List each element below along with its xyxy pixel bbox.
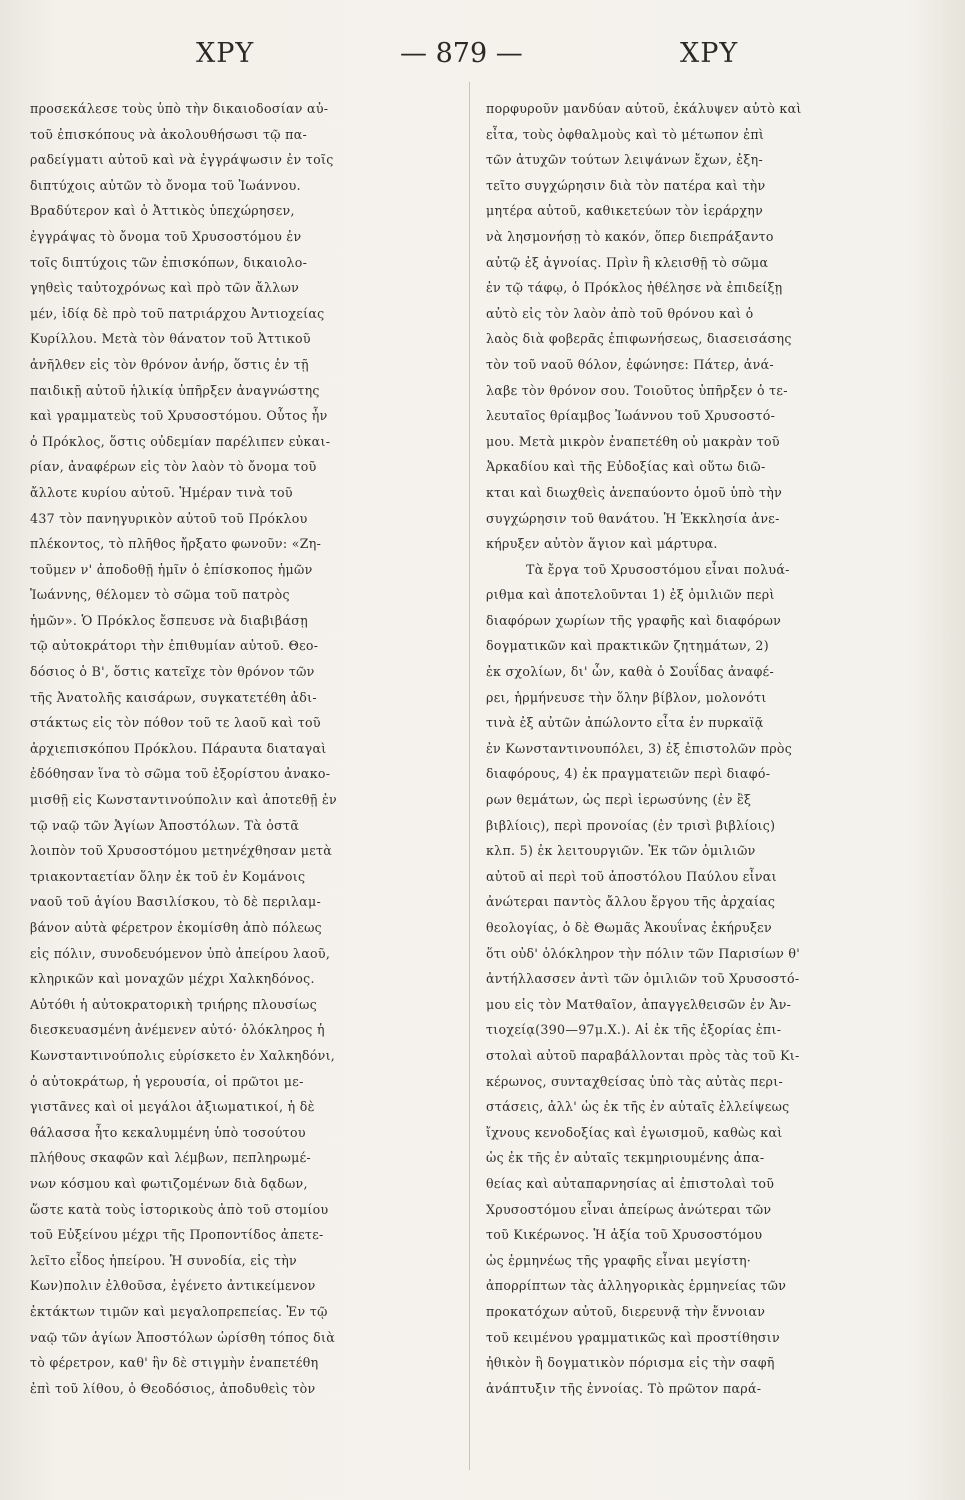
text-line: στολαὶ αὐτοῦ παραβάλλονται πρὸς τὰς τοῦ Κι- [486,1047,800,1063]
text-line: τριακονταετίαν ὅλην ἐκ τοῦ ἐν Κομάνοις [30,868,306,884]
text-line: πλήθους σκαφῶν καὶ λέμβων, πεπληρωμέ- [30,1150,311,1166]
page-header [0,38,965,78]
text-line: ρων θεμάτων, ὡς περὶ ἱερωσύνης (ἐν ἒξ [486,792,752,808]
text-line: Τὰ ἔργα τοῦ Χρυσοστόμου εἶναι πολυά- [526,561,790,577]
text-line: ἴχνους κενοδοξίας καὶ ἐγωισμοῦ, καθὼς καὶ [486,1124,783,1140]
text-line: λευταῖος θρίαμβος Ἰωάννου τοῦ Χρυσοστό- [486,408,776,424]
text-line: παιδικῇ αὐτοῦ ἡλικίᾳ ὑπῆρξεν ἀναγνώστης [30,382,320,398]
text-line: ὡς ἑρμηνέως τῆς γραφῆς εἶναι μεγίστη· [486,1252,752,1268]
text-line: αὐτῷ ἐξ ἀγνοίας. Πρὶν ἢ κλεισθῇ τὸ σῶμα [486,254,769,270]
text-line: ἀπορρίπτων τὰς ἀλληγορικὰς ἑρμηνείας τῶν [486,1278,787,1294]
text-line: στάκτως εἰς τὸν πόθον τοῦ τε λαοῦ καὶ τοῦ [30,715,321,731]
text-line: ἀνώτεραι παντὸς ἄλλου ἔργου τῆς ἀρχαίας [486,894,776,910]
text-line: τοῦ Εὐξείνου μέχρι τῆς Προποντίδος ἀπετε- [30,1227,324,1243]
text-line: τῷ αὐτοκράτορι τὴν ἐπιθυμίαν αὐτοῦ. Θεο- [30,638,319,654]
text-line: τοῦ κειμένου γραμματικῶς καὶ προστίθησιν [486,1329,780,1345]
text-line: εἰς πόλιν, συνοδευόμενον ὑπὸ ἀπείρου λαοῦ, [30,945,331,961]
text-line: Ἰωάννης, θέλομεν τὸ σῶμα τοῦ πατρὸς [30,587,290,603]
text-line: κλπ. 5) ἐκ λειτουργιῶν. Ἐκ τῶν ὁμιλιῶν [486,843,756,859]
text-line: τῷ ναῷ τῶν Ἁγίων Ἀποστόλων. Τὰ ὀστᾶ [30,817,300,833]
text-line: τὸν τοῦ ναοῦ θόλον, ἐφώνησε: Πάτερ, ἀνά- [486,356,774,372]
text-line: τοῦ Κικέρωνος. Ἡ ἀξία τοῦ Χρυσοστόμου [486,1227,763,1243]
text-line: δογματικῶν καὶ πρακτικῶν ζητημάτων, 2) [486,638,769,654]
text-line: νὰ λησμονήσῃ τὸ κακόν, ὅπερ διεπράξαντο [486,228,774,244]
text-line: ἐκτάκτων τιμῶν καὶ μεγαλοπρεπείας. Ἐν τῷ [30,1303,328,1319]
text-line: λεῖτο εἶδος ἠπείρου. Ἡ συνοδία, εἰς τὴν [30,1252,298,1268]
text-line: Ἀρκαδίου καὶ τῆς Εὐδοξίας καὶ οὕτω διῶ- [486,459,766,475]
text-line: 437 τὸν πανηγυρικὸν αὐτοῦ τοῦ Πρόκλου [30,510,308,526]
text-line: ὁ αὐτοκράτωρ, ἡ γερουσία, οἱ πρῶτοι με- [30,1073,304,1089]
text-line: ραδείγματι αὐτοῦ καὶ νὰ ἐγγράψωσιν ἐν τοῖς [30,152,334,168]
text-line: τῶν ἀτυχῶν τούτων λειψάνων ἔχων, ἐξη- [486,152,764,168]
text-line: Κυρίλλου. Μετὰ τὸν θάνατον τοῦ Ἀττικοῦ [30,331,311,347]
text-line: λαὸς διὰ φοβερᾶς ἐπιφωνήσεως, διασεισάσης [486,331,792,347]
text-line: μέν, ἰδίᾳ δὲ πρὸ τοῦ πατριάρχου Ἀντιοχείας [30,305,325,321]
text-line: θεολογίας, ὁ δὲ Θωμᾶς Ἀκουΐνας ἐκήρυξεν [486,920,772,935]
text-line: τιοχείᾳ(390—97μ.Χ.). Αἱ ἐκ τῆς ἐξορίας ἐπι- [486,1022,782,1038]
text-line: ὡς ἐκ τῆς ἐν αὐταῖς τεκμηριουμένης ἀπα- [486,1150,765,1166]
text-line: τοῖς διπτύχοις τῶν ἐπισκόπων, δικαιολο- [30,254,308,270]
left-column [30,96,450,1401]
text-line: πορφυροῦν μανδύαν αὐτοῦ, ἐκάλυψεν αὐτὸ καὶ [486,101,802,116]
text-line: πλέκοντος, τὸ πλῆθος ἤρξατο φωνοῦν: «Ζη- [30,536,322,552]
text-line: λοιπὸν τοῦ Χρυσοστόμου μετηνέχθησαν μετὰ [30,843,333,859]
text-line: τὸ φέρετρον, καθ' ἣν δὲ στιγμὴν ἐναπετέθη [30,1355,319,1371]
text-line: ἀνῆλθεν εἰς τὸν θρόνον ἀνήρ, ὅστις ἐν τῇ [30,356,309,372]
text-line: καὶ γραμματεὺς τοῦ Χρυσοστόμου. Οὗτος ἦν [30,408,328,424]
text-line: ἄλλοτε κυρίου αὐτοῦ. Ἡμέραν τινὰ τοῦ [30,484,293,500]
text-line: τινὰ ἐξ αὐτῶν ἀπώλοντο εἶτα ἐν πυρκαϊᾷ [486,715,764,731]
text-line: ἡμῶν». Ὁ Πρόκλος ἔσπευσε νὰ διαβιβάσῃ [30,612,309,628]
text-line: τοῦ ἐπισκόπους νὰ ἀκολουθήσωσι τῷ πα- [30,126,308,142]
text-line: τοῦμεν ν' ἀποδοθῇ ἡμῖν ὁ ἐπίσκοπος ἡμῶν [30,561,313,577]
text-line: θείας καὶ αὐταπαρνησίας αἱ ἐπιστολαὶ τοῦ [486,1175,775,1191]
text-line: Κων)πολιν ἐλθοῦσα, ἐγένετο ἀντικείμενον [30,1278,316,1294]
text-line: Βραδύτερον καὶ ὁ Ἀττικὸς ὑπεχώρησεν, [30,203,295,219]
text-line: τῆς Ἀνατολῆς καισάρων, συγκατετέθη ἀδι- [30,689,317,705]
text-line: ἐδόθησαν ἵνα τὸ σῶμα τοῦ ἐξορίστου ἀνακο- [30,766,331,782]
header-right-guideword: ΧΡΥ [680,38,739,69]
column-divider [469,82,470,1470]
text-line: ὅτι οὐδ' ὁλόκληρον τὴν πόλιν τῶν Παρισίων θ' [486,945,801,961]
text-line: λαβε τὸν θρόνον σου. Τοιοῦτος ὑπῆρξεν ὁ τε- [486,382,788,398]
text-line: ἠθικὸν ἢ δογματικὸν πόρισμα εἰς τὴν σαφῆ [486,1355,775,1371]
text-line: ριθμα καὶ ἀποτελοῦνται 1) ἐξ ὁμιλιῶν περὶ [486,587,775,603]
text-line: μισθῇ εἰς Κωνσταντινούπολιν καὶ ἀποτεθῇ ἐν [30,792,337,808]
text-line: ἐν τῷ τάφῳ, ὁ Πρόκλος ἠθέλησε νὰ ἐπιδείξῃ [486,280,783,296]
text-line: μητέρα αὐτοῦ, καθικετεύων τὸν ἱεράρχην [486,203,764,219]
text-line: διαφόρων χωρίων τῆς γραφῆς καὶ διαφόρων [486,612,782,628]
text-line: ναοῦ τοῦ ἁγίου Βασιλίσκου, τὸ δὲ περιλαμ- [30,894,322,910]
text-line: προσεκάλεσε τοὺς ὑπὸ τὴν δικαιοδοσίαν αὐ- [30,101,329,116]
page-number: — 879 — [400,38,523,69]
text-line: διαφόρους, 4) ἐκ πραγματειῶν περὶ διαφό- [486,766,771,782]
text-line: ρίαν, ἀναφέρων εἰς τὸν λαὸν τὸ ὄνομα τοῦ [30,459,317,475]
text-line: κληρικῶν καὶ μοναχῶν μέχρι Χαλκηδόνος. [30,971,315,987]
text-line: ἀρχιεπισκόπου Πρόκλου. Πάραυτα διαταγαὶ [30,740,327,756]
text-line: ἀντήλλασσεν ἀντὶ τῶν ὁμιλιῶν τοῦ Χρυσοστό- [486,971,800,987]
text-line: συγχώρησιν τοῦ θανάτου. Ἡ Ἐκκλησία ἀνε- [486,510,780,526]
text-line: νων κόσμου καὶ φωτιζομένων διὰ δᾳδων, [30,1175,308,1191]
text-line: κται καὶ διωχθεὶς ἀνεπαύοντο ὁμοῦ ὑπὸ τὴν [486,484,783,500]
text-line: αὐτὸ εἰς τὸν λαὸν ἀπὸ τοῦ θρόνου καὶ ὁ [486,305,754,321]
text-line: ὁ Πρόκλος, ὅστις οὐδεμίαν παρέλιπεν εὐκαι- [30,433,331,449]
header-left-guideword: ΧΡΥ [196,38,255,69]
text-line: Κωνσταντινούπολις εὑρίσκετο ἐν Χαλκηδόνι, [30,1047,336,1063]
text-line: θάλασσα ἦτο κεκαλυμμένη ὑπὸ τοσούτου [30,1124,306,1140]
text-line: διεσκευασμένη ἀνέμενεν αὐτό· ὁλόκληρος ἡ [30,1022,325,1038]
text-line: ἀνάπτυξιν τῆς ἐννοίας. Τὸ πρῶτον παρά- [486,1380,762,1396]
text-line: ρει, ἡρμήνευσε τὴν ὅλην βίβλον, μολονότι [486,689,767,705]
text-line: Χρυσοστόμου εἶναι ἀπείρως ἀνώτεραι τῶν [486,1201,772,1217]
text-line: εἶτα, τοὺς ὀφθαλμοὺς καὶ τὸ μέτωπον ἐπὶ [486,126,765,142]
text-line: δόσιος ὁ Β', ὅστις κατεῖχε τὸν θρόνον τῶν [30,664,315,680]
text-line: αὐτοῦ αἱ περὶ τοῦ ἀποστόλου Παύλου εἶναι [486,868,777,884]
text-line: μου εἰς τὸν Ματθαῖον, ἀπαγγελθεισῶν ἐν Ἀν- [486,996,792,1012]
text-line: Αὐτόθι ἡ αὐτοκρατορικὴ τριήρης πλουσίως [30,996,318,1012]
text-line: γηθεὶς ταὐτοχρόνως καὶ πρὸ τῶν ἄλλων [30,280,300,296]
text-line: τεῖτο συγχώρησιν διὰ τὸν πατέρα καὶ τὴν [486,177,766,193]
text-line: προκατόχων αὐτοῦ, διερευνᾷ τὴν ἔννοιαν [486,1303,766,1319]
text-line: ἐν Κωνσταντινουπόλει, 3) ἐξ ἐπιστολῶν πρὸς [486,740,793,756]
text-line: κήρυξεν αὐτὸν ἅγιον καὶ μάρτυρα. [486,536,718,552]
text-line: βάνον αὐτὰ φέρετρον ἐκομίσθη ἀπὸ πόλεως [30,920,323,935]
text-line: διπτύχοις αὐτῶν τὸ ὄνομα τοῦ Ἰωάννου. [30,177,301,193]
text-line: στάσεις, ἀλλ' ὡς ἐκ τῆς ἐν αὐταῖς ἐλλείψεως [486,1099,790,1115]
right-column [486,96,911,1401]
text-line: ἐκ σχολίων, δι' ὧν, καθὰ ὁ Σουΐδας ἀναφέ- [486,664,775,680]
text-line: γιστᾶνες καὶ οἱ μεγάλοι ἀξιωματικοί, ἡ δὲ [30,1099,315,1115]
text-line: μου. Μετὰ μικρὸν ἐναπετέθη οὐ μακρὰν τοῦ [486,433,780,449]
text-line: ἐπὶ τοῦ λίθου, ὁ Θεοδόσιος, ἀποδυθεὶς τὸν [30,1380,316,1396]
text-line: ναῷ τῶν ἁγίων Ἀποστόλων ὡρίσθη τόπος διὰ [30,1329,336,1345]
text-line: ὥστε κατὰ τοὺς ἱστορικοὺς ἀπὸ τοῦ στομίου [30,1201,329,1217]
text-line: κέρωνος, συνταχθείσας ὑπὸ τὰς αὐτὰς περι- [486,1073,784,1089]
text-line: βιβλίοις), περὶ προνοίας (ἐν τρισὶ βιβλίοις) [486,817,776,833]
text-line: ἐγγράψας τὸ ὄνομα τοῦ Χρυσοστόμου ἐν [30,228,302,244]
